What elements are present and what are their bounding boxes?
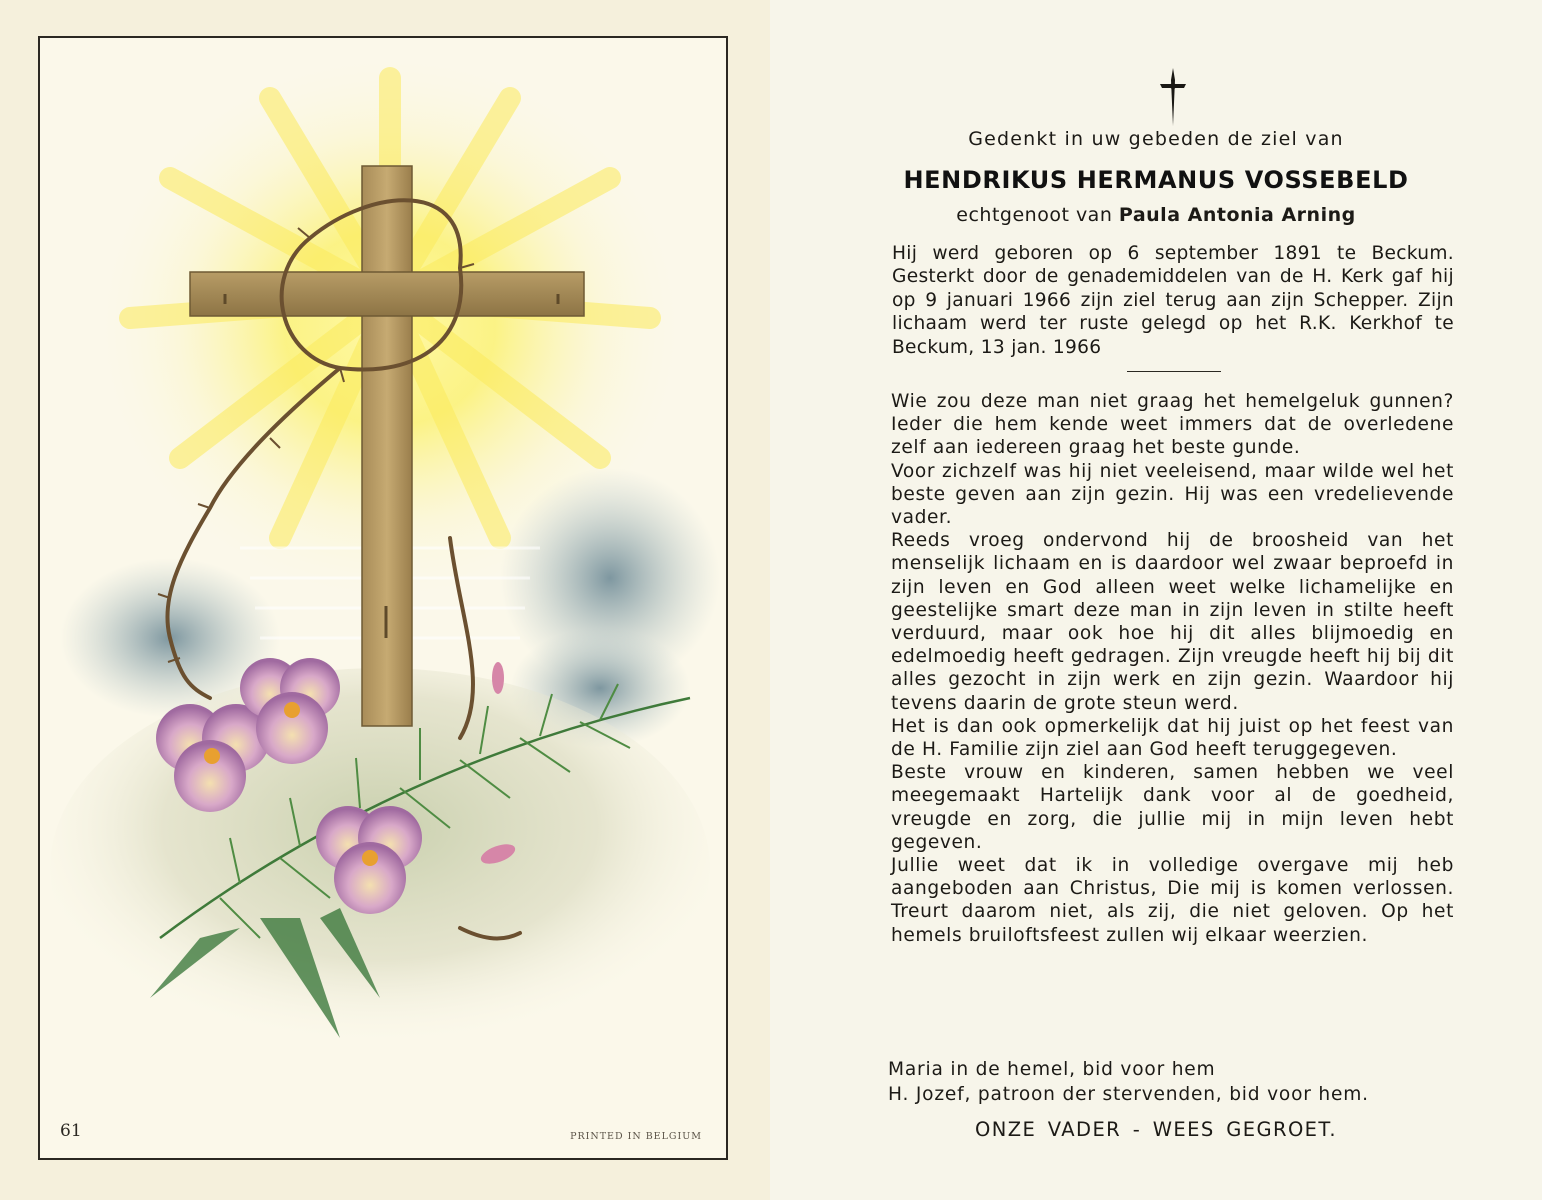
biography: Hij werd geboren op 6 september 1891 te Beckum. Gesterkt door de genademiddelen van de H. Kerk gaf hij op 9 januari 1966 zijn ziel terug aan zijn Schepper. Zijn lichaam werd ter ruste gelegd op het R.K. Kerkhof te Beckum, 13 jan. 1966	[892, 243, 1454, 358]
card-number: 61	[60, 1121, 82, 1141]
printed-in-label: PRINTED IN BELGIUM	[570, 1131, 702, 1142]
paragraph: Beste vrouw en kinderen, samen hebben we veel meegemaakt Hartelijk dank voor al de goedheid, vreugde en zorg, die jullie mij in mijn leven hebt gegeven.	[891, 762, 1454, 853]
front-frame	[38, 36, 728, 1160]
closing-prayers: ONZE VADER - WEES GEGROET.	[974, 1118, 1338, 1141]
spouse-line	[770, 204, 1542, 226]
paragraph: Het is dan ook opmerkelijk dat hij juist op het feest van de H. Familie zijn ziel aan God heeft teruggegeven.	[891, 715, 1454, 761]
prayer-line: Maria in de hemel, bid voor hem	[888, 1059, 1216, 1080]
deceased-name: HENDRIKUS HERMANUS VOSSEBELD	[903, 166, 1409, 194]
intro-line: Gedenkt in uw gebeden de ziel van	[968, 128, 1344, 150]
paragraph: Wie zou deze man niet graag het hemelgeluk gunnen? Ieder die hem kende weet immers dat de overledene zelf aan iedereen graag het beste gunde.	[891, 391, 1454, 459]
paragraph: Reeds vroeg ondervond hij de broosheid van het menselijk lichaam en is daardoor wel zwaar beproefd in zijn leven en God alleen weet welke lichamelijke en geestelijke smart deze man in zijn leven in stilte heeft verduurd, maar ook hoe hij dit alles blijmoedig en edelmoedig heeft gedragen. Zijn vreugde heeft hij bij dit alles gezocht in zijn werk en zijn gezin. Waardoor hij tevens daarin de grote steun werd.	[891, 530, 1454, 714]
cross-with-rays-thorns-pansies-palm-icon	[40, 38, 726, 1158]
card-front	[0, 0, 770, 1200]
prayer-line: H. Jozef, patroon der stervenden, bid voor hem.	[888, 1084, 1369, 1105]
divider	[1127, 371, 1221, 372]
spouse-prefix: echtgenoot van	[956, 204, 1113, 226]
paragraph: Voor zichzelf was hij niet veeleisend, maar wilde wel het beste geven aan zijn gezin. Hij was een vredelievende vader.	[891, 460, 1454, 529]
prayers	[888, 1057, 1454, 1107]
card-back	[770, 0, 1542, 1200]
latin-cross-icon	[1158, 66, 1188, 130]
memorial-text	[891, 390, 1454, 947]
paragraph: Jullie weet dat ik in volledige overgave mij heb aangeboden aan Christus, Die mij is komen verlossen. Treurt daarom niet, als zij, die niet geloven. Op het hemels bruiloftsfeest zullen wij elkaar weerzien.	[891, 855, 1454, 946]
spouse-name: Paula Antonia Arning	[1118, 204, 1356, 226]
